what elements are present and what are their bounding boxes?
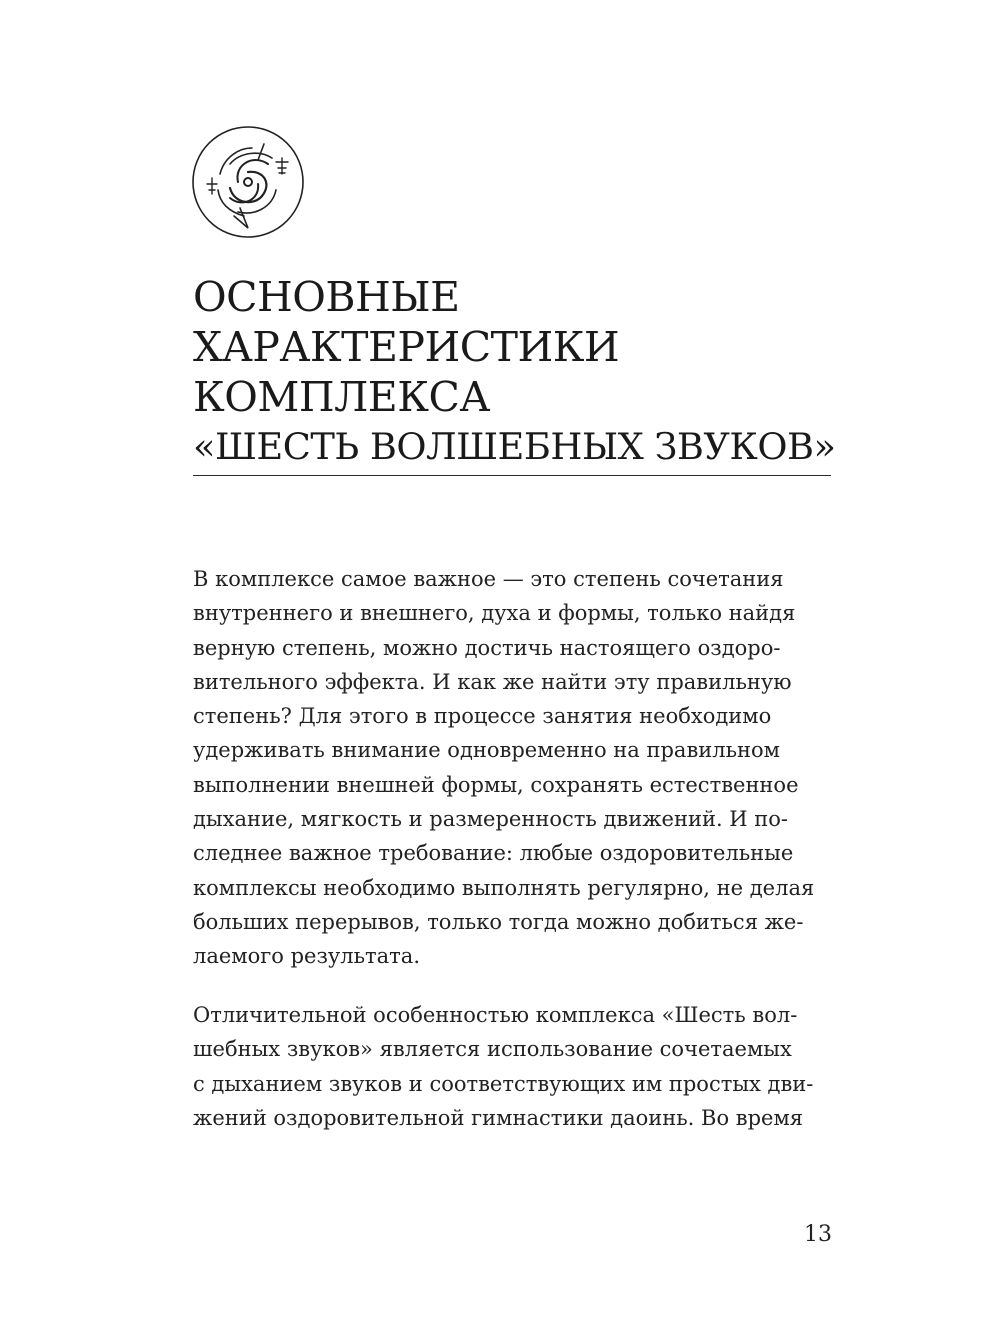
text-line: вительного эффекта. И как же найти эту правильную	[193, 669, 792, 694]
text-line: больших перерывов, только тогда можно добиться же-	[193, 909, 804, 934]
text-line: степень? Для этого в процессе занятия необходимо	[193, 704, 772, 729]
text-line: шебных звуков» является использование сочетаемых	[193, 1037, 792, 1062]
swirl-seal-icon	[190, 124, 306, 240]
chapter-title-line: ОСНОВНЫЕ	[193, 273, 460, 321]
text-line: В комплексе самое важное — это степень сочетания	[193, 567, 784, 591]
chapter-title-line: КОМПЛЕКСА	[193, 373, 490, 421]
title-divider	[193, 475, 831, 476]
chapter-title-line: ХАРАКТЕРИСТИКИ	[193, 323, 620, 371]
text-line: комплексы необходимо выполнять регулярно, не делая	[193, 875, 815, 900]
chapter-title	[193, 272, 843, 472]
text-line: верную степень, можно достичь настоящего оздоро-	[193, 635, 781, 660]
text-line: следнее важное требование: любые оздоровительные	[193, 841, 794, 866]
chapter-title-line: «ШЕСТЬ ВОЛШЕБНЫХ ЗВУКОВ»	[193, 425, 836, 468]
text-line: лаемого результата.	[193, 944, 420, 969]
page-number: 13	[804, 1222, 832, 1247]
text-line: выполнении внешней формы, сохранять естественное	[193, 772, 799, 797]
body-paragraph	[193, 562, 838, 974]
text-line: внутреннего и внешнего, духа и формы, только найдя	[193, 601, 796, 626]
text-line: с дыханием звуков и соответствующих им простых дви-	[193, 1071, 814, 1096]
text-line: удерживать внимание одновременно на правильном	[193, 738, 781, 763]
text-line: Отличительной особенностью комплекса «Шесть вол-	[193, 1003, 798, 1027]
body-paragraph	[193, 998, 838, 1135]
text-line: дыхание, мягкость и размеренность движений. И по-	[193, 807, 789, 832]
text-line: жений оздоровительной гимнастики даоинь. Во время	[193, 1105, 804, 1130]
